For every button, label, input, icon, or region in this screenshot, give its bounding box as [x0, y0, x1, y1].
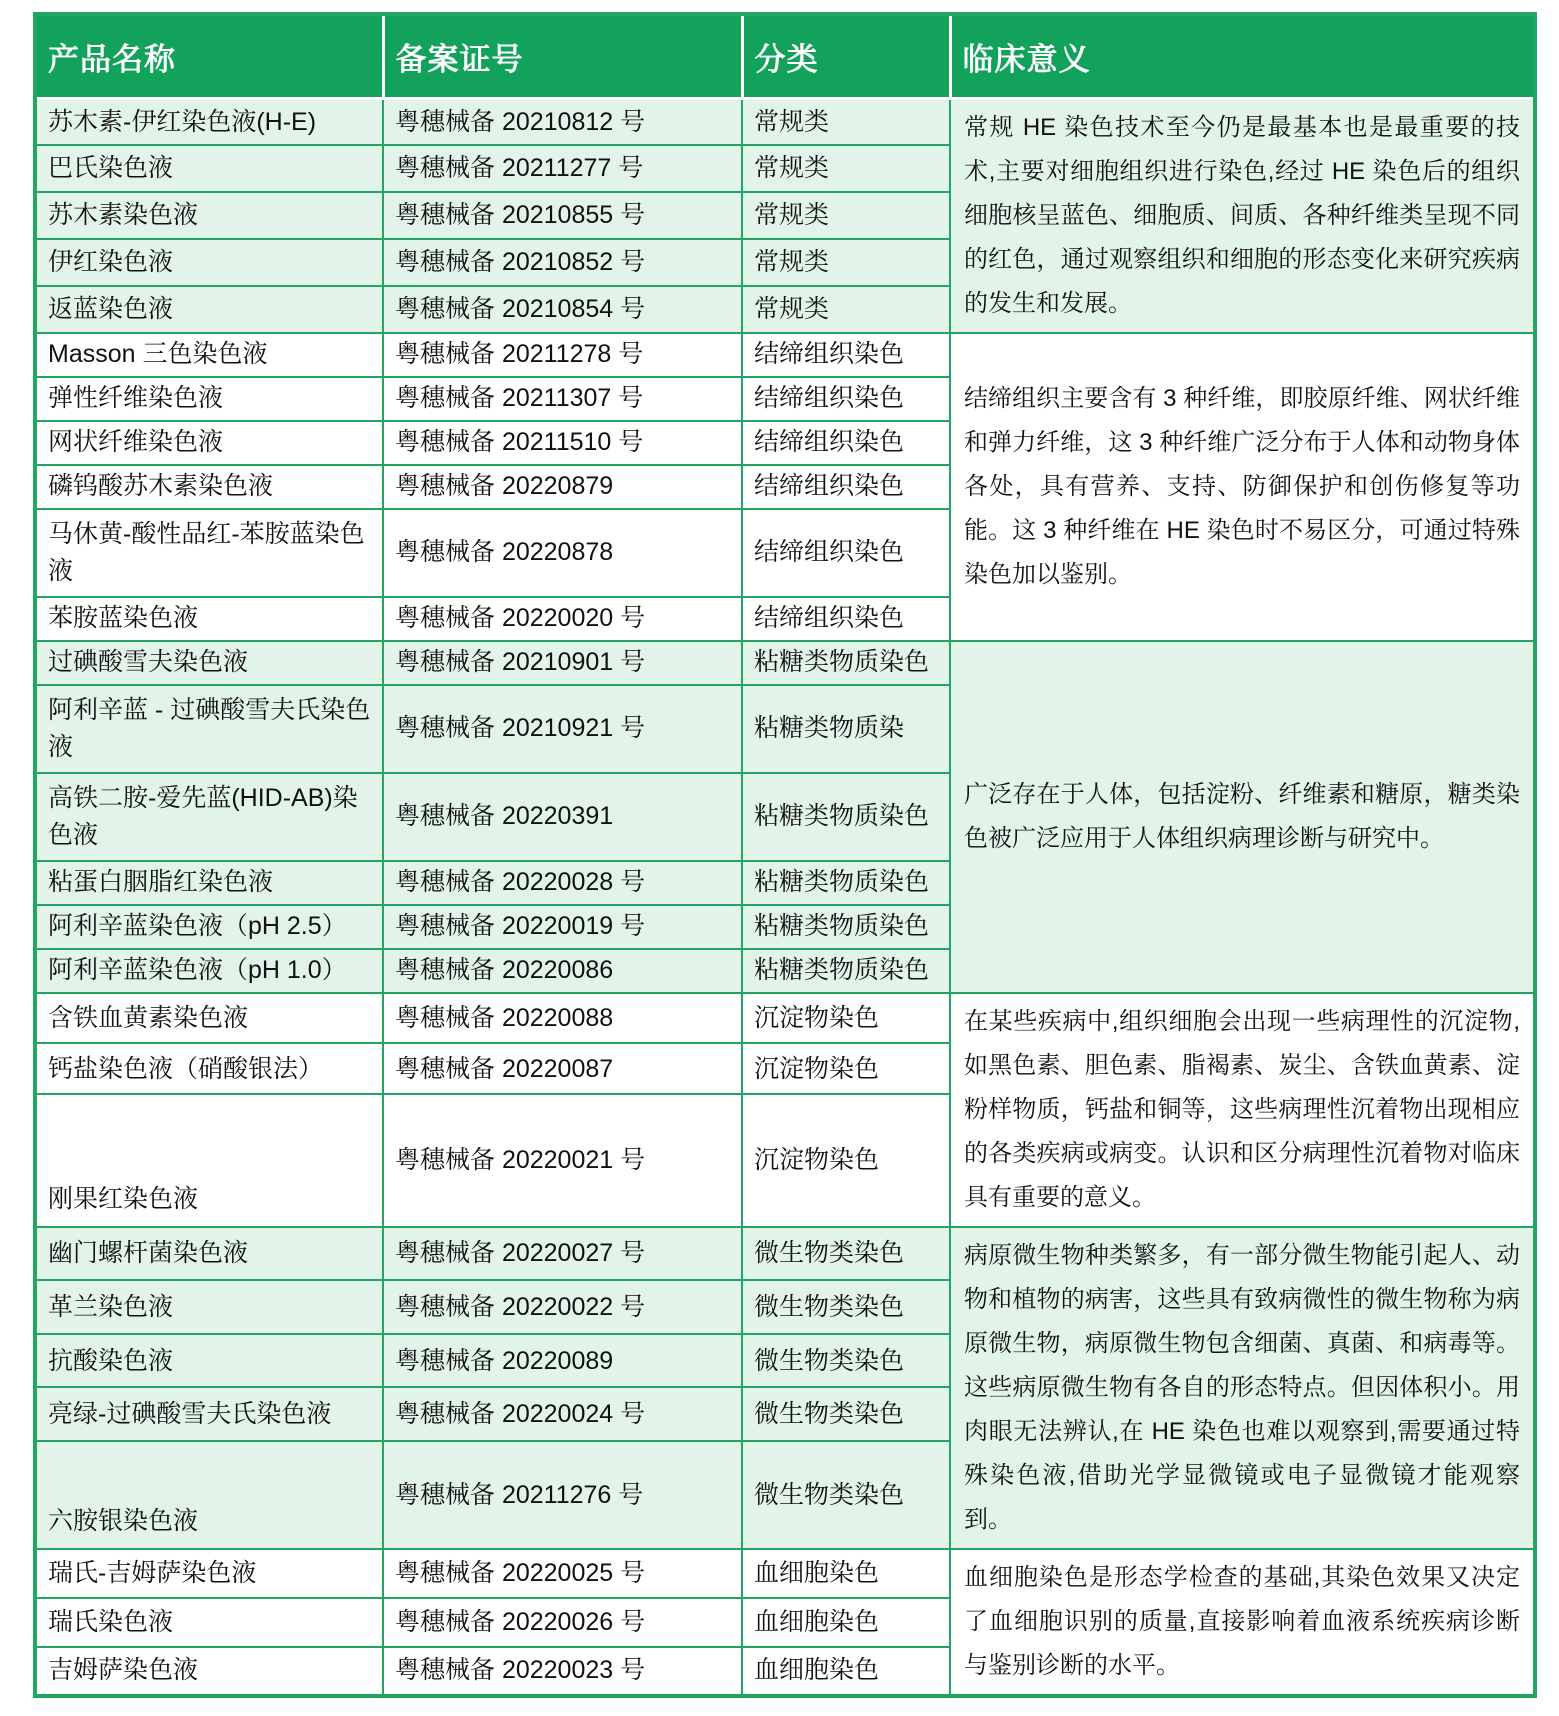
category-cell: 沉淀物染色 — [742, 1094, 950, 1226]
category-cell: 常规类 — [742, 192, 950, 239]
product-name-cell: 返蓝染色液 — [35, 286, 383, 333]
category-cell: 常规类 — [742, 145, 950, 192]
cert-no-cell: 粤穗械备 20211277 号 — [383, 145, 742, 192]
category-cell: 粘糖类物质染色 — [742, 773, 950, 861]
product-name-cell: 幽门螺杆菌染色液 — [35, 1227, 383, 1281]
cert-no-cell: 粤穗械备 20220878 — [383, 509, 742, 597]
cert-no-cell: 粤穗械备 20220086 — [383, 949, 742, 993]
clinical-significance-cell: 结缔组织主要含有 3 种纤维，即胶原纤维、网状纤维和弹力纤维，这 3 种纤维广泛分布于人体和动物身体各处，具有营养、支持、防御保护和创伤修复等功能。这 3 种纤维在 HE 染色时不易区分，可通过特殊染色加以鉴别。 — [950, 333, 1535, 641]
cert-no-cell: 粤穗械备 20210852 号 — [383, 239, 742, 286]
product-name-cell: 磷钨酸苏木素染色液 — [35, 465, 383, 509]
header-row — [35, 14, 1535, 98]
category-cell: 结缔组织染色 — [742, 465, 950, 509]
category-cell: 常规类 — [742, 239, 950, 286]
category-cell: 结缔组织染色 — [742, 509, 950, 597]
product-name-cell: 苯胺蓝染色液 — [35, 597, 383, 641]
product-name-cell: 亮绿-过碘酸雪夫氏染色液 — [35, 1387, 383, 1441]
cert-no-cell: 粤穗械备 20211510 号 — [383, 421, 742, 465]
cert-no-cell: 粤穗械备 20220023 号 — [383, 1647, 742, 1696]
product-name-cell: 高铁二胺-爱先蓝(HID-AB)染色液 — [35, 773, 383, 861]
col-header-product-name: 产品名称 — [35, 14, 383, 98]
cert-no-cell: 粤穗械备 20211307 号 — [383, 377, 742, 421]
product-name-cell: 阿利辛蓝染色液（pH 1.0） — [35, 949, 383, 993]
cert-no-cell: 粤穗械备 20220024 号 — [383, 1387, 742, 1441]
col-header-clinical-significance: 临床意义 — [950, 14, 1535, 98]
clinical-significance-cell: 常规 HE 染色技术至今仍是最基本也是最重要的技术,主要对细胞组织进行染色,经过 HE 染色后的组织细胞核呈蓝色、细胞质、间质、各种纤维类呈现不同的红色，通过观察组织和细胞的形态变化来研究疾病的发生和发展。 — [950, 98, 1535, 333]
cert-no-cell: 粤穗械备 20220879 — [383, 465, 742, 509]
cert-no-cell: 粤穗械备 20220087 — [383, 1043, 742, 1094]
product-name-cell: 粘蛋白胭脂红染色液 — [35, 861, 383, 905]
cert-no-cell: 粤穗械备 20220021 号 — [383, 1094, 742, 1226]
category-cell: 微生物类染色 — [742, 1334, 950, 1388]
clinical-significance-cell: 广泛存在于人体，包括淀粉、纤维素和糖原，糖类染色被广泛应用于人体组织病理诊断与研究中。 — [950, 641, 1535, 993]
product-name-cell: 含铁血黄素染色液 — [35, 993, 383, 1044]
product-registration-table — [33, 12, 1537, 1698]
category-cell: 微生物类染色 — [742, 1227, 950, 1281]
table-body — [35, 98, 1535, 1696]
table-row — [35, 1549, 1535, 1598]
cert-no-cell: 粤穗械备 20220027 号 — [383, 1227, 742, 1281]
product-name-cell: 瑞氏-吉姆萨染色液 — [35, 1549, 383, 1598]
category-cell: 沉淀物染色 — [742, 993, 950, 1044]
category-cell: 血细胞染色 — [742, 1598, 950, 1647]
category-cell: 粘糖类物质染色 — [742, 949, 950, 993]
product-name-cell: Masson 三色染色液 — [35, 333, 383, 377]
product-name-cell: 刚果红染色液 — [35, 1094, 383, 1226]
category-cell: 粘糖类物质染色 — [742, 861, 950, 905]
cert-no-cell: 粤穗械备 20220028 号 — [383, 861, 742, 905]
category-cell: 微生物类染色 — [742, 1280, 950, 1334]
product-name-cell: 瑞氏染色液 — [35, 1598, 383, 1647]
cert-no-cell: 粤穗械备 20220019 号 — [383, 905, 742, 949]
cert-no-cell: 粤穗械备 20210812 号 — [383, 98, 742, 145]
cert-no-cell: 粤穗械备 20210854 号 — [383, 286, 742, 333]
product-name-cell: 弹性纤维染色液 — [35, 377, 383, 421]
cert-no-cell: 粤穗械备 20210921 号 — [383, 685, 742, 773]
product-name-cell: 巴氏染色液 — [35, 145, 383, 192]
category-cell: 粘糖类物质染色 — [742, 641, 950, 685]
category-cell: 微生物类染色 — [742, 1441, 950, 1548]
cert-no-cell: 粤穗械备 20220025 号 — [383, 1549, 742, 1598]
product-name-cell: 吉姆萨染色液 — [35, 1647, 383, 1696]
table-row — [35, 333, 1535, 377]
cert-no-cell: 粤穗械备 20220391 — [383, 773, 742, 861]
cert-no-cell: 粤穗械备 20220026 号 — [383, 1598, 742, 1647]
product-name-cell: 伊红染色液 — [35, 239, 383, 286]
product-name-cell: 苏木素-伊红染色液(H-E) — [35, 98, 383, 145]
col-header-cert-no: 备案证号 — [383, 14, 742, 98]
cert-no-cell: 粤穗械备 20211278 号 — [383, 333, 742, 377]
product-name-cell: 革兰染色液 — [35, 1280, 383, 1334]
col-header-category: 分类 — [742, 14, 950, 98]
product-name-cell: 六胺银染色液 — [35, 1441, 383, 1548]
category-cell: 结缔组织染色 — [742, 333, 950, 377]
product-name-cell: 抗酸染色液 — [35, 1334, 383, 1388]
category-cell: 沉淀物染色 — [742, 1043, 950, 1094]
category-cell: 血细胞染色 — [742, 1647, 950, 1696]
table-row — [35, 993, 1535, 1044]
category-cell: 结缔组织染色 — [742, 597, 950, 641]
product-name-cell: 网状纤维染色液 — [35, 421, 383, 465]
category-cell: 结缔组织染色 — [742, 377, 950, 421]
cert-no-cell: 粤穗械备 20220020 号 — [383, 597, 742, 641]
category-cell: 粘糖类物质染 — [742, 685, 950, 773]
table-row — [35, 641, 1535, 685]
cert-no-cell: 粤穗械备 20220022 号 — [383, 1280, 742, 1334]
category-cell: 常规类 — [742, 98, 950, 145]
cert-no-cell: 粤穗械备 20220089 — [383, 1334, 742, 1388]
clinical-significance-cell: 在某些疾病中,组织细胞会出现一些病理性的沉淀物,如黑色素、胆色素、脂褐素、炭尘、含铁血黄素、淀粉样物质，钙盐和铜等，这些病理性沉着物出现相应的各类疾病或病变。认识和区分病理性沉着物对临床具有重要的意义。 — [950, 993, 1535, 1227]
product-name-cell: 马休黄-酸性品红-苯胺蓝染色液 — [35, 509, 383, 597]
table-row — [35, 98, 1535, 145]
cert-no-cell: 粤穗械备 20220088 — [383, 993, 742, 1044]
product-name-cell: 阿利辛蓝染色液（pH 2.5） — [35, 905, 383, 949]
table-header — [35, 14, 1535, 98]
product-name-cell: 阿利辛蓝 - 过碘酸雪夫氏染色液 — [35, 685, 383, 773]
cert-no-cell: 粤穗械备 20211276 号 — [383, 1441, 742, 1548]
clinical-significance-cell: 病原微生物种类繁多，有一部分微生物能引起人、动物和植物的病害，这些具有致病微性的微生物称为病原微生物，病原微生物包含细菌、真菌、和病毒等。这些病原微生物有各自的形态特点。但因体积小。用肉眼无法辨认,在 HE 染色也难以观察到,需要通过特殊染色液,借助光学显微镜或电子显微镜才能观察到。 — [950, 1227, 1535, 1549]
product-name-cell: 苏木素染色液 — [35, 192, 383, 239]
category-cell: 微生物类染色 — [742, 1387, 950, 1441]
category-cell: 粘糖类物质染色 — [742, 905, 950, 949]
clinical-significance-cell: 血细胞染色是形态学检查的基础,其染色效果又决定了血细胞识别的质量,直接影响着血液系统疾病诊断与鉴别诊断的水平。 — [950, 1549, 1535, 1696]
category-cell: 常规类 — [742, 286, 950, 333]
product-name-cell: 钙盐染色液（硝酸银法） — [35, 1043, 383, 1094]
cert-no-cell: 粤穗械备 20210855 号 — [383, 192, 742, 239]
cert-no-cell: 粤穗械备 20210901 号 — [383, 641, 742, 685]
category-cell: 结缔组织染色 — [742, 421, 950, 465]
product-name-cell: 过碘酸雪夫染色液 — [35, 641, 383, 685]
table-row — [35, 1227, 1535, 1281]
category-cell: 血细胞染色 — [742, 1549, 950, 1598]
